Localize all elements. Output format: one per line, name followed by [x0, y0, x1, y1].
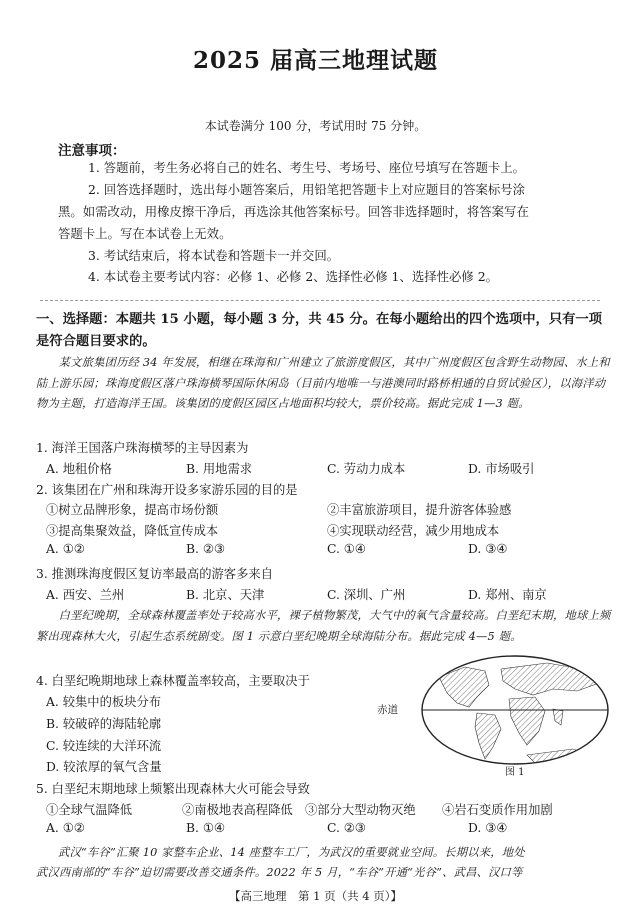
page-footer: 【高三地理 第 1 页（共 4 页）】	[228, 889, 402, 903]
question-2-stem: 2. 该集团在广州和珠海开设多家游乐园的目的是	[36, 483, 298, 497]
q3-option-a: A. 西安、兰州	[46, 588, 125, 602]
world-map	[377, 655, 613, 775]
equator-label: 赤道	[377, 704, 398, 716]
note-3: 3. 考试结束后，将本试卷和答题卡一并交回。	[88, 248, 340, 263]
q1-option-a: A. 地租价格	[46, 462, 112, 476]
q2-option-c: C. ①④	[327, 542, 366, 556]
question-1-stem: 1. 海洋王国落户珠海横琴的主导因素为	[36, 441, 249, 455]
q5-option-b: B. ①④	[186, 821, 225, 835]
q5-option-a: A. ①②	[46, 821, 85, 835]
page-title: 2025 届高三地理试题	[192, 47, 439, 74]
note-1: 1. 答题前，考生务必将自己的姓名、考生号、考场号、座位号填写在答题卡上。	[88, 160, 526, 175]
q5-statement-2: ②南极地表高程降低	[182, 803, 293, 817]
cretaceous-map-figure	[377, 655, 613, 778]
q3-option-c: C. 深圳、广州	[327, 588, 406, 602]
q3-option-b: B. 北京、天津	[186, 588, 265, 602]
q5-statement-1: ①全球气温降低	[46, 803, 133, 817]
question-5-stem: 5. 白垩纪末期地球上频繁出现森林大火可能会导致	[36, 782, 310, 796]
divider	[40, 300, 600, 301]
passage-2: 白垩纪晚期，全球森林覆盖率处于较高水平，裸子植物繁茂，大气中的氧气含量较高。白垩纪末期，地球上频繁出现森林大火，引起生态系统剧变。图 1 示意白垩纪晚期全球海陆分布。据此完成 4—5 题。	[36, 609, 611, 643]
passage-3-line-1: 武汉“车谷”汇聚 10 家整车企业、14 座整车工厂，为武汉的重要就业空间。长期以来，地处	[58, 846, 525, 859]
question-4-stem: 4. 白垩纪晚期地球上森林覆盖率较高，主要取决于	[36, 674, 310, 688]
note-4: 4. 本试卷主要考试内容：必修 1、必修 2、选择性必修 1、选择性必修 2。	[88, 269, 498, 284]
q2-statement-4: ④实现联动经营，减少用地成本	[327, 524, 500, 538]
q2-statement-2: ②丰富旅游项目，提升游客体验感	[327, 503, 512, 517]
q4-option-a: A. 较集中的板块分布	[46, 695, 162, 709]
notes-heading: 注意事项：	[58, 143, 126, 159]
q4-option-d: D. 较浓厚的氧气含量	[46, 760, 162, 774]
q2-option-a: A. ①②	[46, 542, 85, 556]
exam-info: 本试卷满分 100 分，考试用时 75 分钟。	[204, 119, 427, 133]
note-2b: 黑。如需改动，用橡皮擦干净后，再选涂其他答案标号。回答非选择题时，将答案写在	[58, 204, 529, 219]
question-3-stem: 3. 推测珠海度假区复访率最高的游客多来自	[36, 567, 273, 581]
passage-3-line-2: 武汉西南部的“车谷”迫切需要改善交通条件。2022 年 5 月，“车谷”开通“光谷”、武昌、汉口等	[36, 866, 523, 879]
q5-option-d: D. ③④	[468, 821, 508, 835]
q1-option-d: D. 市场吸引	[468, 462, 535, 476]
note-2a: 2. 回答选择题时，选出每小题答案后，用铅笔把答题卡上对应题目的答案标号涂	[88, 182, 526, 197]
q5-statement-4: ④岩石变质作用加剧	[442, 803, 553, 817]
note-2c: 答题卡上。写在本试卷上无效。	[58, 226, 232, 241]
q5-option-c: C. ②③	[327, 821, 366, 835]
q4-option-b: B. 较破碎的海陆轮廓	[46, 717, 162, 731]
section-heading: 一、选择题：本题共 15 小题，每小题 3 分，共 45 分。在每小题给出的四个选项中，只有一项是符合题目要求的。	[36, 312, 603, 349]
q2-option-d: D. ③④	[468, 542, 508, 556]
q2-statement-1: ①树立品牌形象，提高市场份额	[46, 503, 219, 517]
q5-statement-3: ③部分大型动物灭绝	[305, 803, 416, 817]
figure-caption: 图 1	[505, 767, 525, 778]
passage-1: 某文旅集团历经 34 年发展，相继在珠海和广州建立了旅游度假区，其中广州度假区包含野生动物园、水上和陆上游乐园；珠海度假区落户珠海横琴国际休闲岛（目前内地唯一与港澳同时路桥相通的自贸试验区），以海洋动物为主题，打造海洋王国。该集团的度假区园区占地面积均较大，票价较高。据此完成 1—3 题。	[36, 356, 610, 411]
q2-statement-3: ③提高集聚效益，降低宣传成本	[46, 524, 219, 538]
q3-option-d: D. 郑州、南京	[468, 588, 547, 602]
q1-option-c: C. 劳动力成本	[327, 462, 406, 476]
q1-option-b: B. 用地需求	[186, 462, 253, 476]
q2-option-b: B. ②③	[186, 542, 225, 556]
q4-option-c: C. 较连续的大洋环流	[46, 739, 162, 753]
